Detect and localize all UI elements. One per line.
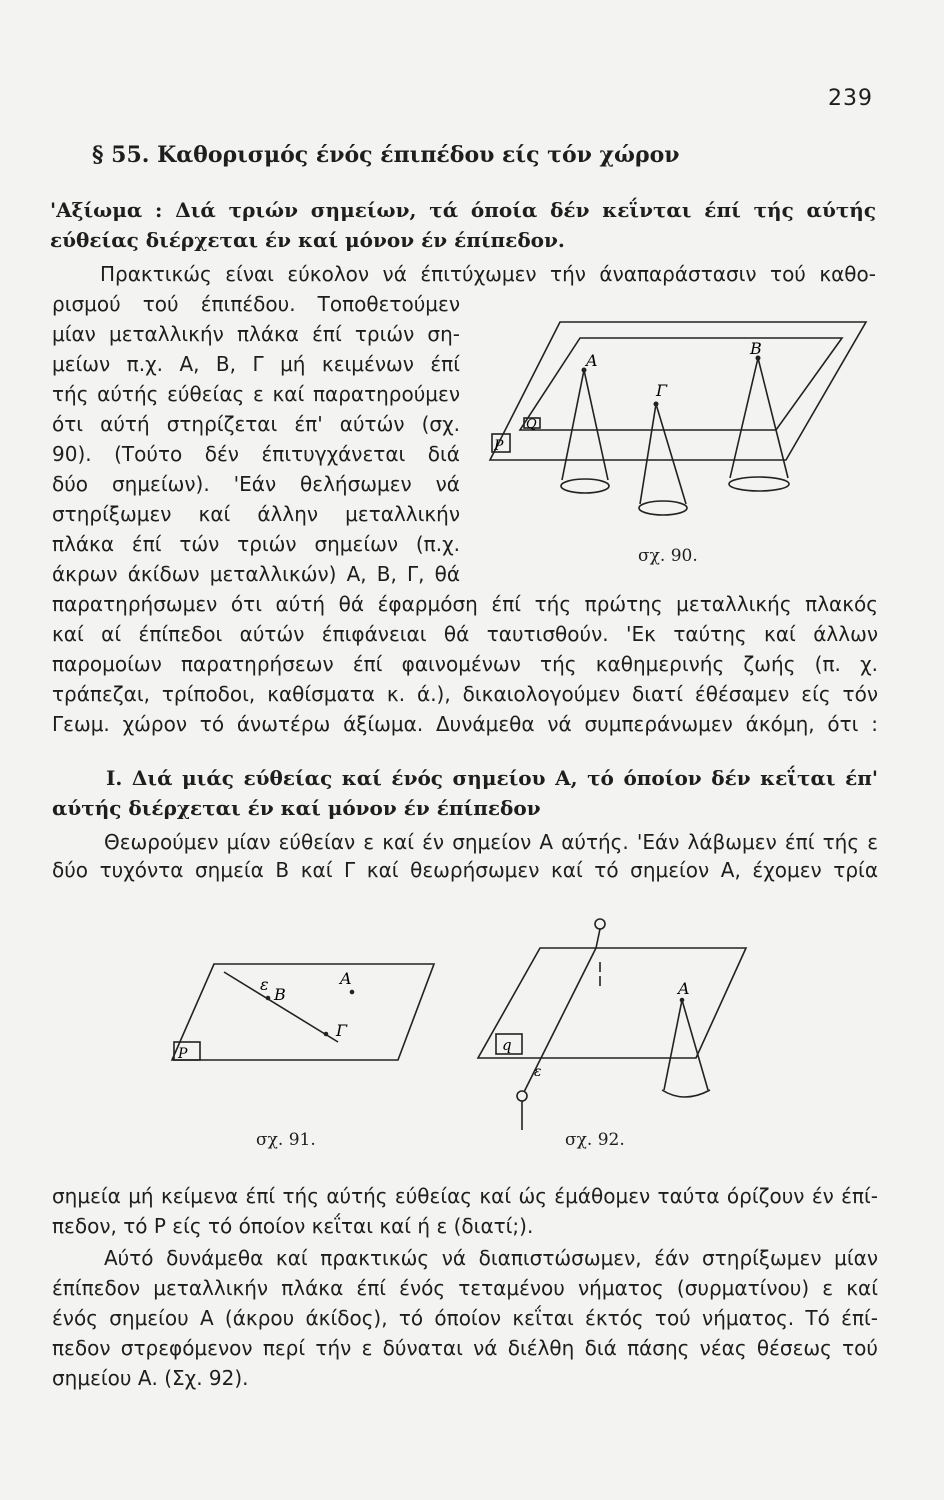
fig90-plate-p bbox=[490, 322, 866, 460]
fig90-label-q: Q bbox=[526, 417, 537, 432]
fig92-caption: σχ. 92. bbox=[565, 1130, 625, 1150]
para1-line: 90). (Τούτο δέν έπιτυγχάνεται διά bbox=[52, 442, 460, 466]
fig91-label-p: P bbox=[178, 1046, 188, 1062]
figure-90 bbox=[480, 300, 880, 580]
para1-line: μείων π.χ. Α, Β, Γ μή κειμένων έπί bbox=[52, 352, 460, 376]
fig90-label-a: Α bbox=[586, 351, 598, 370]
para1-line: πλάκα έπί τών τριών σημείων (π.χ. bbox=[52, 532, 460, 556]
para2-line: δύο τυχόντα σημεία Β καί Γ καί θεωρήσωμεν καί τό σημείον Α, έχομεν τρία bbox=[52, 858, 878, 882]
para1-line: παρατηρήσωμεν ότι αύτή θά έφαρμόση έπί τής πρώτης μεταλλικής πλακός bbox=[52, 592, 878, 616]
para1-line: άκρων άκίδων μεταλλικών) Α, Β, Γ, θά bbox=[52, 562, 460, 586]
axiom-line-1: 'Αξίωμα : Διά τριών σημείων, τά όποία δέν κεΐνται έπί τής αύτής bbox=[50, 198, 876, 222]
para1-line: δύο σημείων). 'Εάν θελήσωμεν νά bbox=[52, 472, 460, 496]
fig92-label-e: ε bbox=[534, 1064, 542, 1080]
para4-line: πεδον στρεφόμενον περί τήν ε δύναται νά διέλθη διά πάσης νέας θέσεως τού bbox=[52, 1336, 878, 1360]
para1-line: τράπεζαι, τρίποδοι, καθίσματα κ. ά.), δικαιολογούμεν διατί έθέσαμεν είς τόν bbox=[52, 682, 878, 706]
para4-line: σημείου Α. (Σχ. 92). bbox=[52, 1366, 249, 1390]
para1-line: μίαν μεταλλικήν πλάκα έπί τριών ση- bbox=[52, 322, 460, 346]
fig92-label-q: q bbox=[502, 1036, 512, 1054]
fig91-caption: σχ. 91. bbox=[256, 1130, 316, 1150]
para1-line: Γεωμ. χώρον τό άνωτέρω άξίωμα. Δυνάμεθα νά συμπεράνωμεν άκόμη, ότι : bbox=[52, 712, 878, 736]
para4-line: ένός σημείου Α (άκρου άκίδος), τό όποίον κεΐται έκτός τού νήματος. Τό έπί- bbox=[52, 1306, 878, 1330]
para1-line: Πρακτικώς είναι εύκολον νά έπιτύχωμεν τήν άναπαράστασιν τού καθο- bbox=[100, 262, 876, 286]
theorem-line-2: αύτής διέρχεται έν καί μόνον έν έπίπεδον bbox=[52, 796, 541, 820]
fig90-label-p: P bbox=[494, 438, 504, 454]
para1-line: καί αί έπίπεδοι αύτών έπιφάνειαι θά ταυτισθούν. 'Εκ ταύτης καί άλλων bbox=[52, 622, 878, 646]
fig90-label-g: Γ bbox=[656, 381, 668, 400]
axiom-line-2: εύθείας διέρχεται έν καί μόνον έν έπίπεδον. bbox=[50, 228, 565, 252]
para1-line: ότι αύτή στηρίζεται έπ' αύτών (σχ. bbox=[52, 412, 460, 436]
para1-line: στηρίξωμεν καί άλλην μεταλλικήν bbox=[52, 502, 460, 526]
fig90-label-b: Β bbox=[750, 339, 762, 358]
para1-line: τής αύτής εύθείας ε καί παρατηρούμεν bbox=[52, 382, 460, 406]
para4-line: Αύτό δυνάμεθα καί πρακτικώς νά διαπιστώσωμεν, έάν στηρίξωμεν μίαν bbox=[104, 1246, 878, 1270]
fig91-label-g: Γ bbox=[336, 1021, 348, 1040]
fig90-caption: σχ. 90. bbox=[638, 546, 698, 566]
theorem-line-1: Ι. Διά μιάς εύθείας καί ένός σημείου Α, τό όποίον δέν κεΐται έπ' bbox=[106, 766, 878, 790]
para1-line: παρομοίων παρατηρήσεων έπί φαινομένων τής καθημερινής ζωής (π. χ. bbox=[52, 652, 878, 676]
fig90-plate-q bbox=[520, 338, 842, 430]
para1-line: ρισμού τού έπιπέδου. Τοποθετούμεν bbox=[52, 292, 460, 316]
figure-92 bbox=[470, 910, 760, 1140]
fig92-label-a: Α bbox=[678, 979, 690, 998]
para4-line: έπίπεδον μεταλλικήν πλάκα έπί ένός τεταμένου νήματος (συρματίνου) ε καί bbox=[52, 1276, 878, 1300]
fig91-label-a: Α bbox=[340, 969, 352, 988]
fig91-label-b: Β bbox=[274, 985, 286, 1004]
para2-line: Θεωρούμεν μίαν εύθείαν ε καί έν σημείον Α αύτής. 'Εάν λάβωμεν έπί τής ε bbox=[104, 830, 878, 854]
page-number: 239 bbox=[828, 86, 873, 111]
section-title: § 55. Καθορισμός ένός έπιπέδου είς τόν χώρον bbox=[92, 142, 680, 168]
para3-line: σημεία μή κείμενα έπί τής αύτής εύθείας καί ώς έμάθομεν ταύτα όρίζουν έν έπί- bbox=[52, 1184, 878, 1208]
fig91-label-e: ε bbox=[260, 975, 269, 994]
para3-line: πεδον, τό Ρ είς τό όποίον κεΐται καί ή ε (διατί;). bbox=[52, 1214, 534, 1238]
figure-91 bbox=[168, 960, 438, 1070]
